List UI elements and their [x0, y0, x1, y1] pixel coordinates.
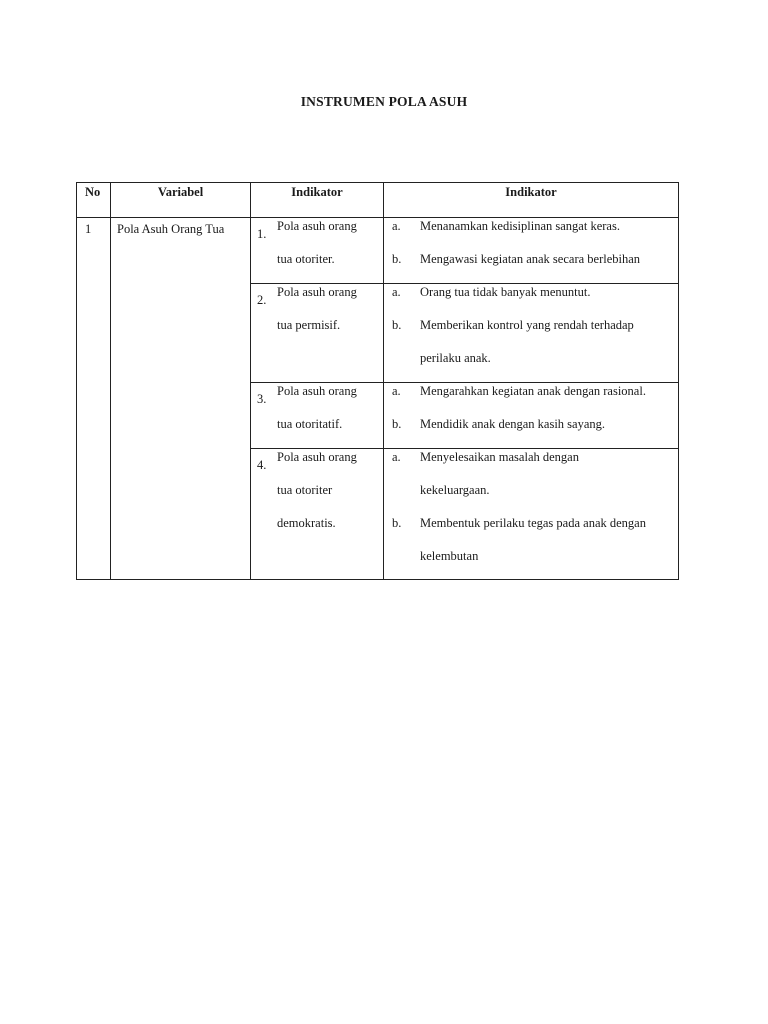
list-item: [384, 441, 678, 474]
descriptor-text: Mengawasi kegiatan anak secara berlebihan: [420, 252, 641, 266]
list-item: [384, 342, 678, 375]
header-variable: Variabel: [111, 183, 251, 218]
descriptor-letter: a.: [392, 384, 401, 398]
descriptor-letter: b.: [392, 252, 402, 266]
descriptor-cell: [384, 218, 679, 284]
descriptor-text: perilaku anak.: [420, 351, 491, 365]
list-item: [384, 309, 678, 342]
instrument-table: [76, 182, 679, 580]
list-item: [384, 276, 678, 309]
indicator-line: Pola asuh orang: [277, 450, 357, 464]
indicator-cell: [251, 383, 384, 449]
indicator-number: 2.: [257, 293, 267, 307]
descriptor-text: kelembutan: [420, 549, 479, 563]
descriptor-text: Orang tua tidak banyak menuntut.: [420, 285, 591, 299]
page-title: INSTRUMEN POLA ASUH: [300, 94, 468, 109]
list-item: [384, 210, 678, 243]
list-item: [384, 474, 678, 507]
descriptor-letter: b.: [392, 318, 402, 332]
indicator-cell: [251, 449, 384, 580]
row-number: 1: [77, 218, 111, 580]
list-item: [384, 507, 678, 540]
indicator-line: tua permisif.: [277, 318, 341, 332]
list-item: [384, 243, 678, 276]
indicator-cell: [251, 218, 384, 284]
indicator-cell: [251, 284, 384, 383]
descriptor-letter: a.: [392, 450, 401, 464]
descriptor-text: Mendidik anak dengan kasih sayang.: [420, 417, 606, 431]
descriptor-text: Membentuk perilaku tegas pada anak dengan: [420, 516, 646, 530]
indicator-line: tua otoriter: [277, 483, 333, 497]
list-item: [384, 408, 678, 441]
indicator-line: tua otoritatif.: [277, 417, 343, 431]
table-body: [77, 218, 679, 580]
indicator-line: Pola asuh orang: [277, 285, 357, 299]
descriptor-text: kekeluargaan.: [420, 483, 490, 497]
header-no: No: [77, 183, 111, 218]
descriptor-letter: b.: [392, 516, 402, 530]
indicator-line: tua otoriter.: [277, 252, 335, 266]
descriptor-cell: [384, 284, 679, 383]
descriptor-cell: [384, 449, 679, 580]
table-row: [77, 218, 679, 284]
descriptor-text: Memberikan kontrol yang rendah terhadap: [420, 318, 634, 332]
indicator-number: 1.: [257, 227, 267, 241]
descriptor-text: Mengarahkan kegiatan anak dengan rasional.: [420, 384, 646, 398]
descriptor-letter: a.: [392, 285, 401, 299]
list-item: [384, 375, 678, 408]
indicator-line: Pola asuh orang: [277, 384, 357, 398]
descriptor-text: Menyelesaikan masalah dengan: [420, 450, 579, 464]
header-indicator: Indikator: [251, 183, 384, 218]
descriptor-cell: [384, 383, 679, 449]
descriptor-letter: b.: [392, 417, 402, 431]
row-variable: Pola Asuh Orang Tua: [111, 218, 251, 580]
list-item: [384, 540, 678, 573]
indicator-line: demokratis.: [277, 516, 336, 530]
header-indicator-detail: Indikator: [384, 183, 679, 218]
descriptor-text: Menanamkan kedisiplinan sangat keras.: [420, 219, 620, 233]
indicator-number: 3.: [257, 392, 267, 406]
descriptor-letter: a.: [392, 219, 401, 233]
indicator-line: Pola asuh orang: [277, 219, 357, 233]
indicator-number: 4.: [257, 458, 267, 472]
